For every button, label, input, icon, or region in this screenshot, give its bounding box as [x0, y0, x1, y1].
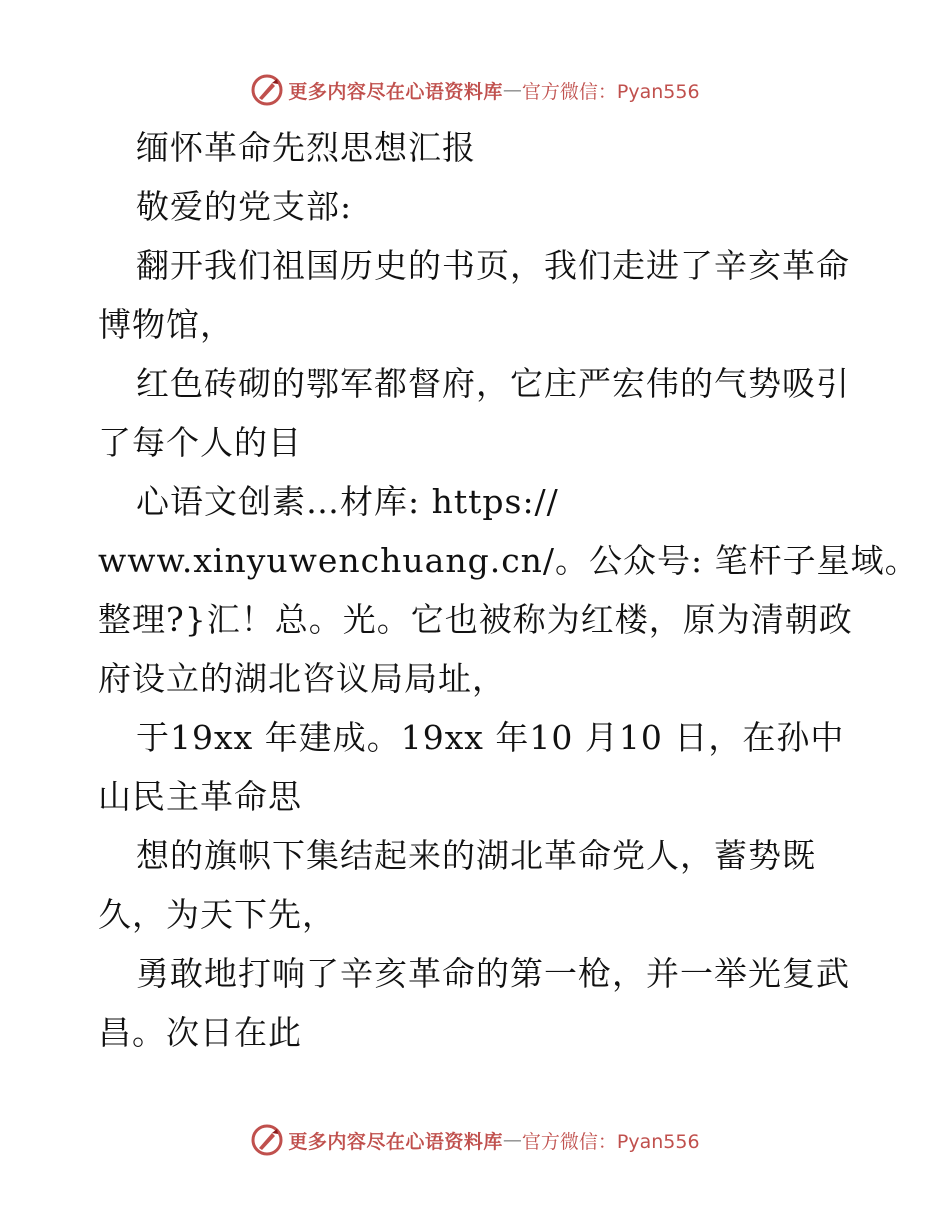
paragraph-line: 翻开我们祖国历史的书页，我们走进了辛亥革命	[136, 246, 850, 285]
header-banner	[0, 70, 950, 110]
banner-wechat-text: 官方微信：Pyan556	[521, 80, 700, 103]
paragraph-line: www.xinyuwenchuang.cn/。公众号: 笔杆子星域。	[98, 541, 919, 580]
paragraph-line: 山民主革命思	[98, 777, 302, 816]
paragraph-line: 久，为天下先，	[98, 895, 336, 934]
paragraph-line: 博物馆，	[98, 305, 234, 344]
paragraph-line: 于19xx 年建成。19xx 年10 月10 日，在孙中	[136, 718, 845, 757]
banner-separator: —	[502, 79, 522, 101]
paragraph-line: 红色砖砌的鄂军都督府，它庄严宏伟的气势吸引	[136, 364, 850, 403]
document-title: 缅怀革命先烈思想汇报	[136, 128, 476, 167]
pen-logo-icon	[250, 1123, 284, 1157]
paragraph-line: 想的旗帜下集结起来的湖北革命党人，蓄势既	[136, 836, 816, 875]
banner-wechat-text: 官方微信：Pyan556	[521, 1130, 700, 1153]
paragraph-line: 整理?}汇！总。光。它也被称为红楼，原为清朝政	[98, 600, 853, 639]
paragraph-line: 府设立的湖北咨议局局址，	[98, 659, 506, 698]
paragraph-line: 昌。次日在此	[98, 1013, 302, 1052]
salutation: 敬爱的党支部:	[136, 187, 353, 226]
banner-separator: —	[502, 1129, 522, 1151]
document-body	[98, 118, 919, 1062]
banner-main-text: 更多内容尽在心语资料库	[288, 1130, 503, 1153]
footer-banner	[0, 1120, 950, 1160]
paragraph-line: 心语文创素…材库: https://	[136, 482, 559, 521]
banner-main-text: 更多内容尽在心语资料库	[288, 80, 503, 103]
pen-logo-icon	[250, 73, 284, 107]
paragraph-line: 勇敢地打响了辛亥革命的第一枪，并一举光复武	[136, 954, 850, 993]
paragraph-line: 了每个人的目	[98, 423, 302, 462]
